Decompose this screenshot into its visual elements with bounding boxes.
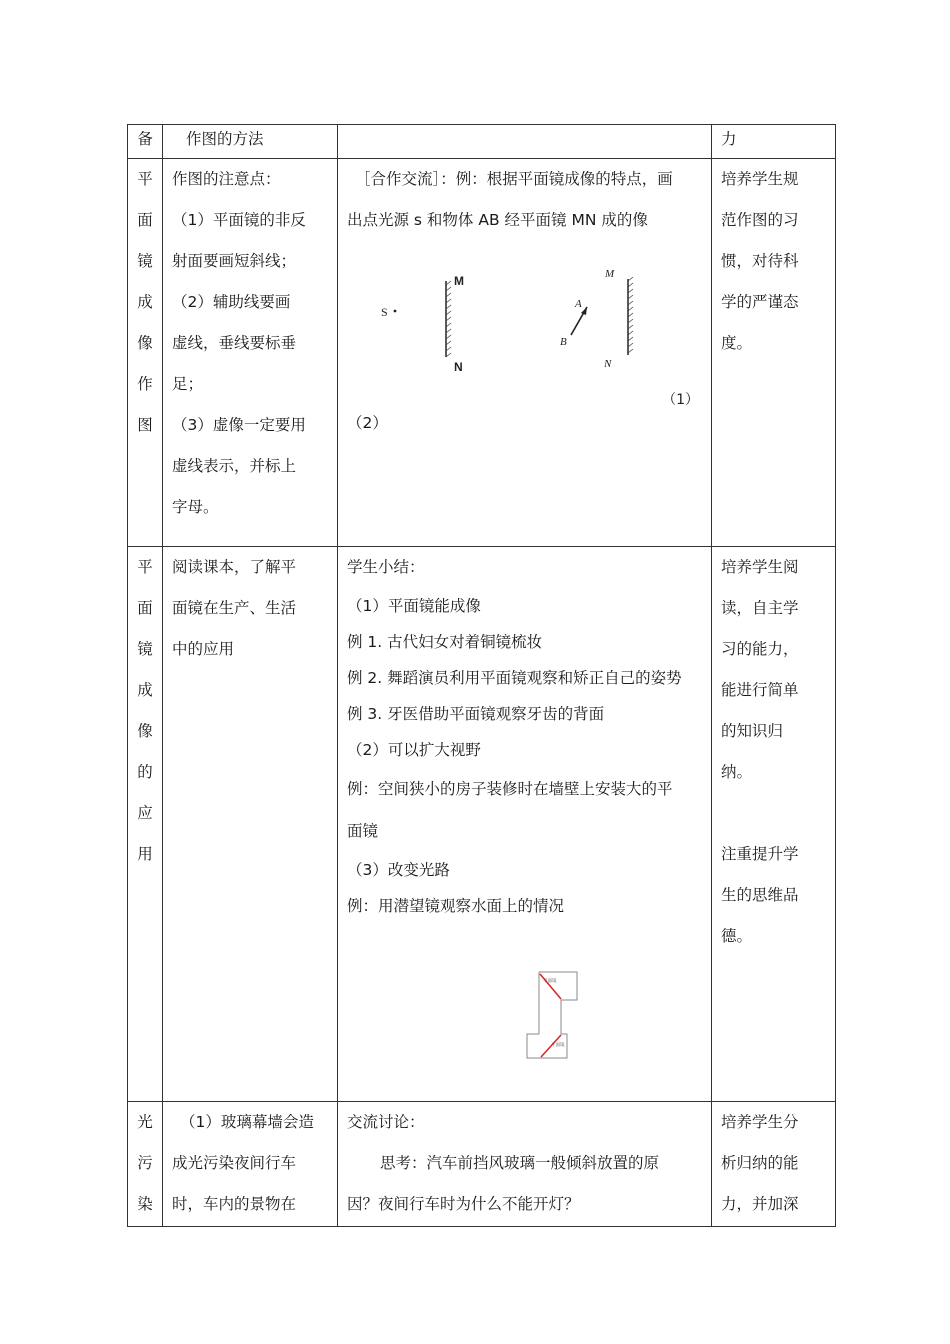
label-char: 镜: [137, 640, 153, 658]
figure-2: [560, 268, 633, 370]
text-line: 作图的注意点：: [172, 170, 281, 188]
text-line: 交流讨论：: [347, 1113, 425, 1131]
text-line: 注重提升学: [721, 845, 799, 863]
label-m: M: [454, 274, 464, 288]
teacher-cell: [163, 125, 338, 159]
text-line: （1）平面镜能成像: [347, 597, 481, 615]
text-line: 面镜: [347, 822, 379, 840]
text-line: 时，车内的景物在: [172, 1195, 297, 1213]
arrow-head: [581, 307, 587, 315]
teacher-cell: [163, 1102, 338, 1227]
upper-mirror-label: 平面镜: [543, 979, 557, 984]
teacher-text: 作图的方法: [186, 130, 264, 148]
label-char: 光: [137, 1113, 153, 1131]
text-line: （1）平面镜的非反: [172, 211, 306, 229]
text-line: 能进行简单: [721, 681, 799, 699]
text-line: 因？夜间行车时为什么不能开灯？: [347, 1195, 580, 1213]
text-line: 虚线，垂线要标垂: [172, 334, 297, 352]
text-line: [721, 793, 829, 834]
student-cell: [338, 1102, 712, 1227]
text-line: 德。: [721, 927, 753, 945]
category-text: 备: [137, 130, 153, 148]
text-line: 度。: [721, 334, 753, 352]
text-line: 习的能力，: [721, 640, 799, 658]
mirror-figures-svg: [347, 241, 703, 411]
text-line: 例：空间狭小的房子装修时在墙壁上安装大的平: [347, 780, 673, 798]
text-line: 成光污染夜间行车: [172, 1154, 297, 1172]
figure-2-label: （2）: [347, 414, 388, 432]
text-line: 力，并加深: [721, 1195, 799, 1213]
teacher-cell: [163, 159, 338, 547]
label-char: 作: [137, 375, 153, 393]
label-char: 面: [137, 599, 153, 617]
label-char: 成: [137, 681, 153, 699]
table-row: [128, 1102, 836, 1227]
label-char: 的: [137, 763, 153, 781]
text-line: 足；: [172, 375, 204, 393]
teacher-cell: [163, 547, 338, 1102]
text-line: 生的思维品: [721, 886, 799, 904]
text-line: 虚线表示，并标上: [172, 457, 297, 475]
label-char: 污: [137, 1154, 153, 1172]
table-row: [128, 125, 836, 159]
text-line: （1）玻璃幕墙会造: [180, 1113, 314, 1131]
vertical-label: [128, 159, 162, 446]
text-line: 纳。: [721, 763, 753, 781]
student-cell: [338, 547, 712, 1102]
text-line: ［合作交流］：例：根据平面镜成像的特点，画: [355, 170, 673, 188]
table-row: [128, 159, 836, 547]
label-char: 像: [137, 722, 153, 740]
student-cell: [338, 125, 712, 159]
text-line: 例 2. 舞蹈演员利用平面镜观察和矫正自己的姿势: [347, 669, 682, 687]
lesson-table: [127, 124, 836, 1227]
label-char: 平: [137, 558, 153, 576]
text-line: （2）辅助线要画: [172, 293, 291, 311]
periscope-diagram: [525, 970, 581, 1062]
text-line: 阅读课本，了解平: [172, 558, 297, 576]
text-line: 学生小结：: [347, 558, 425, 576]
text-line: 的知识归: [721, 722, 784, 740]
label-char: 应: [137, 804, 153, 822]
text-line: 学的严谨态: [721, 293, 799, 311]
label-char: 面: [137, 211, 153, 229]
label-b: B: [560, 336, 567, 348]
text-line: 面镜在生产、生活: [172, 599, 297, 617]
label-char: 平: [137, 170, 153, 188]
label-char: 镜: [137, 252, 153, 270]
category-cell: [128, 159, 163, 547]
goal-cell: [712, 125, 836, 159]
text-line: 射面要画短斜线；: [172, 252, 297, 270]
category-cell: [128, 1102, 163, 1227]
text-line: 培养学生阅: [721, 558, 799, 576]
text-line: 思考：汽车前挡风玻璃一般倾斜放置的原: [380, 1154, 660, 1172]
label-char: 图: [137, 416, 153, 434]
text-line: （3）改变光路: [347, 861, 450, 879]
text-line: 培养学生分: [721, 1113, 799, 1131]
label-char: 像: [137, 334, 153, 352]
label-n: N: [454, 360, 463, 374]
point-s: [394, 310, 397, 313]
table-row: [128, 547, 836, 1102]
figure-1: [381, 274, 464, 374]
category-cell: [128, 547, 163, 1102]
text-line: 例 1. 古代妇女对着铜镜梳妆: [347, 633, 543, 651]
text-line: 读，自主学: [721, 599, 799, 617]
text-line: 字母。: [172, 498, 219, 516]
goal-cell: [712, 547, 836, 1102]
lower-mirror-label: 平面镜: [551, 1043, 565, 1048]
text-line: 中的应用: [172, 640, 235, 658]
label-a: A: [575, 298, 582, 310]
vertical-label: [128, 547, 162, 875]
goal-cell: [712, 1102, 836, 1227]
upper-mirror: [540, 974, 561, 999]
text-line: 例：用潜望镜观察水面上的情况: [347, 897, 565, 915]
label-n: N: [604, 358, 612, 370]
text-line: 培养学生规: [721, 170, 799, 188]
text-line: 析归纳的能: [721, 1154, 799, 1172]
text-line: 范作图的习: [721, 211, 799, 229]
text-line: 例 3. 牙医借助平面镜观察牙齿的背面: [347, 705, 605, 723]
label-m: M: [605, 268, 615, 280]
text-line: 惯，对待科: [721, 252, 799, 270]
figure-1-label: （1）: [662, 392, 699, 408]
category-cell: [128, 125, 163, 159]
student-cell: [338, 159, 712, 547]
text-line: （2）可以扩大视野: [347, 741, 481, 759]
point-s-label: S: [381, 305, 388, 319]
label-char: 成: [137, 293, 153, 311]
label-char: 用: [137, 845, 153, 863]
text-line: 出点光源 s 和物体 AB 经平面镜 MN 成的像: [347, 211, 648, 229]
text-line: （3）虚像一定要用: [172, 416, 306, 434]
mirror-diagrams: [347, 241, 703, 411]
goal-text: 力: [721, 130, 737, 148]
label-char: 染: [137, 1195, 153, 1213]
goal-cell: [712, 159, 836, 547]
vertical-label: [128, 1102, 162, 1225]
